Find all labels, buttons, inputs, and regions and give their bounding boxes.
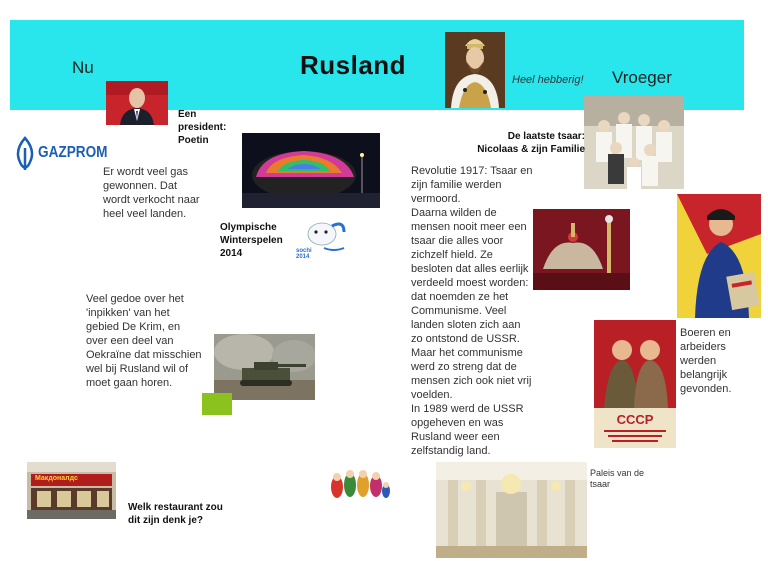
tsar-caption: Heel hebberig! (512, 74, 584, 86)
farmers-description: Boeren en arbeiders werden belangrijk gevonden. (680, 327, 732, 395)
sochi-mark-text: sochi 2014 (296, 248, 312, 260)
gas-flame-icon (14, 136, 36, 170)
palace-interior-photo (436, 462, 587, 558)
tank-photo (214, 334, 315, 400)
revolution-description: Revolutie 1917: Tsaar en zijn familie werden vermoord. Daarna wilden de mensen nooit meer een tsaar die alles voor zichzelf hield. Ze besloten dat alles eerlijk verdeeld moest worden: dat noemden ze het Communisme. Veel landen sloten zich aan zo ontstond de USSR. Maar het communisme werd zo streng dat de mensen zich ook niet vrij voelden. In 1989 werd de USSR opgeheven en was Rusland weer een zelfstandig land. (411, 165, 533, 457)
now-label: Nu (72, 58, 94, 77)
olympics-caption: Olympische Winterspelen 2014 (220, 222, 283, 259)
crown-jewels-photo (533, 209, 630, 290)
tsar-family-caption-text: De laatste tsaar: Nicolaas & zijn Familie (477, 131, 585, 155)
olympic-stadium-photo (242, 133, 380, 208)
putin-photo (106, 81, 168, 125)
restaurant-photo (27, 462, 116, 519)
soviet-poster-cccp (594, 320, 676, 448)
tsar-family-caption (470, 130, 585, 156)
krim-description: Veel gedoe over het 'inpikken' van het gebied De Krim, en over een deel van Oekraïne dat misschien wel bij Rusland wil of moet gaan horen. (86, 293, 202, 389)
svg-text:СССР: СССР (616, 412, 654, 427)
tsar-family-photo (584, 96, 684, 189)
green-square (202, 393, 232, 415)
restaurant-sign-text: Макдоналдс (35, 475, 78, 482)
gas-description: Er wordt veel gas gewonnen. Dat wordt verkocht naar heel veel landen. (103, 166, 200, 220)
gazprom-logo-text: GAZPROM (38, 144, 108, 161)
palace-caption: Paleis van de tsaar (590, 468, 645, 489)
page-title: Rusland (300, 50, 407, 80)
president-caption: Een president: Poetin (178, 109, 227, 146)
restaurant-question: Welk restaurant zou dit zijn denk je? (128, 502, 223, 526)
past-label: Vroeger (612, 68, 672, 87)
sochi-mascot-logo (294, 218, 346, 262)
soviet-poster-workers (677, 194, 761, 318)
tsar-portrait (445, 32, 505, 108)
matryoshka-image (327, 457, 391, 503)
